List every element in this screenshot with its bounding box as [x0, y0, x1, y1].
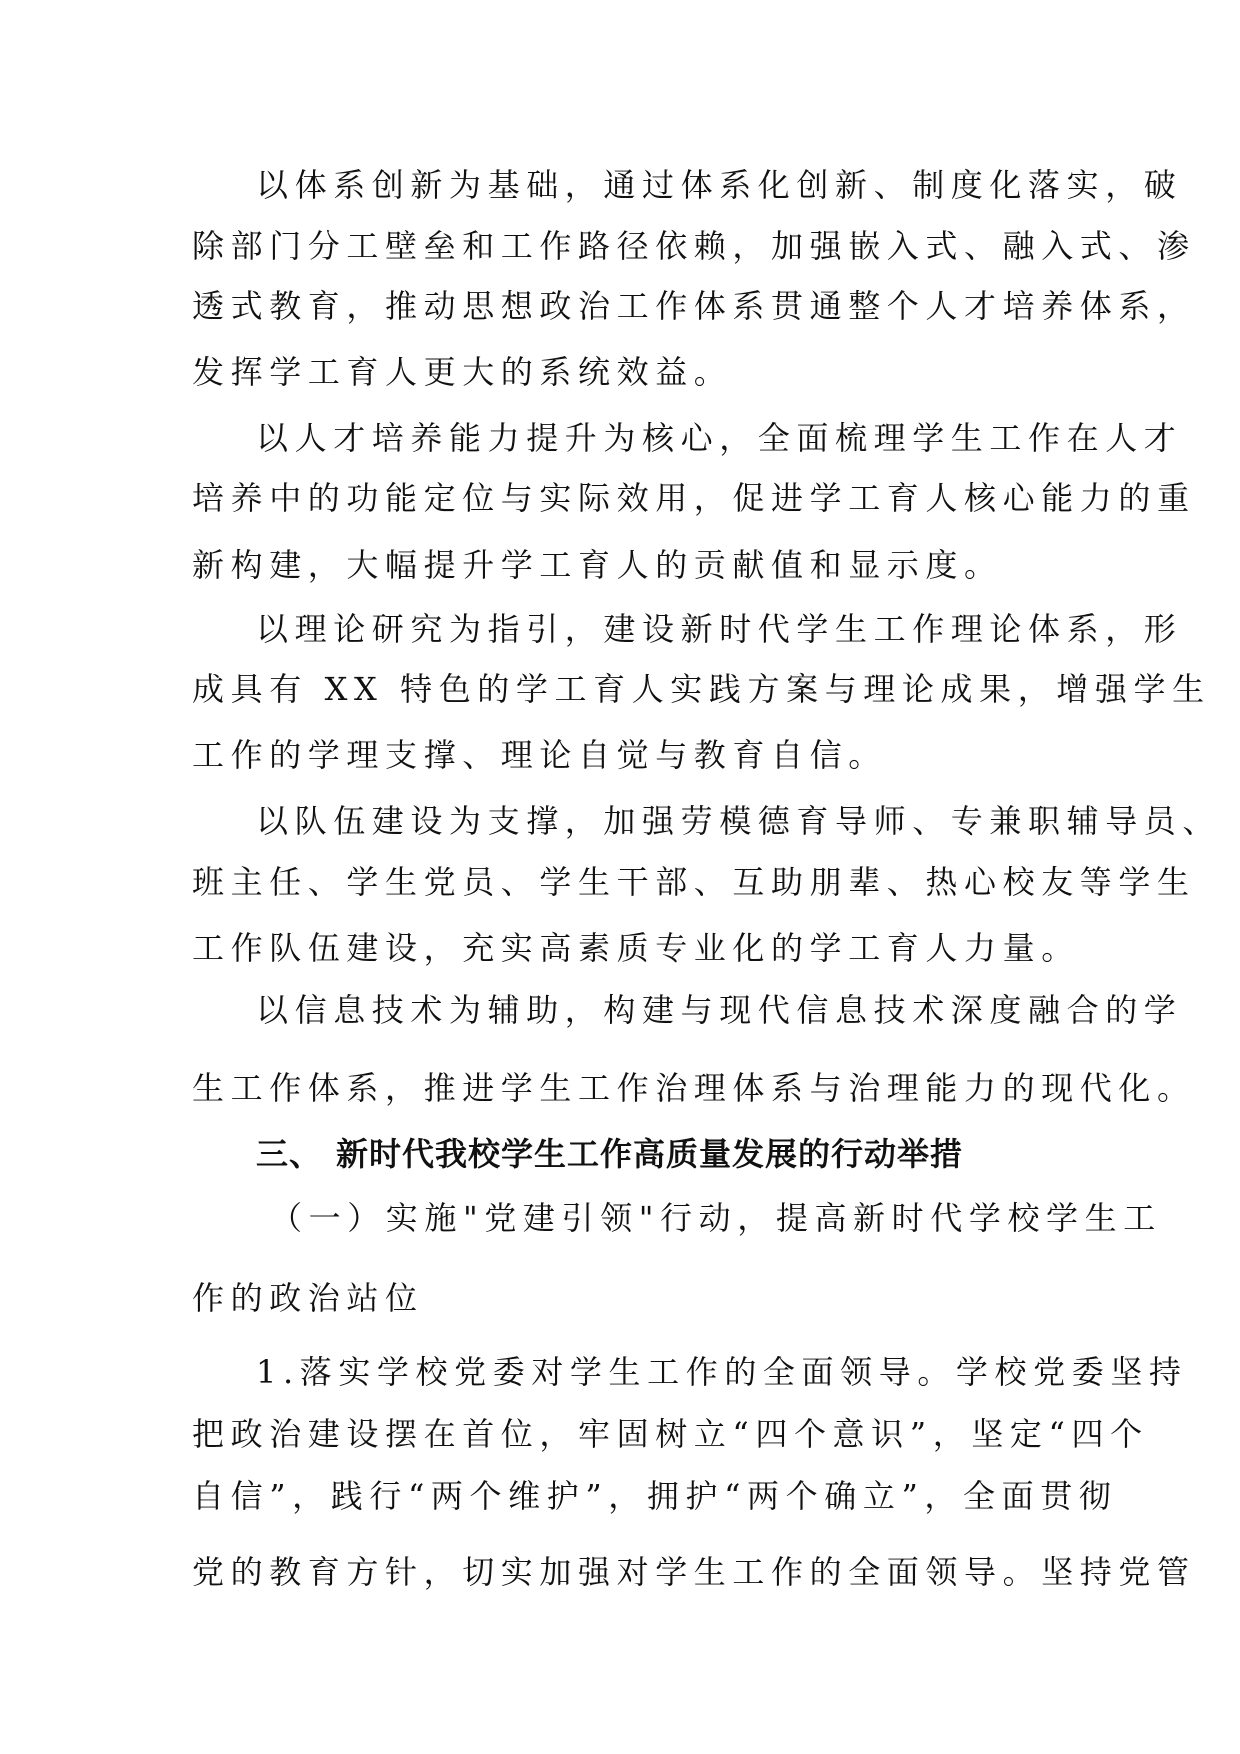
- paragraph-line: 把政治建设摆在首位，牢固树立“四个意识”，坚定“四个: [192, 1415, 1149, 1453]
- paragraph-line: 工作的学理支撑、理论自觉与教育自信。: [192, 736, 887, 774]
- section-heading: [256, 1134, 963, 1174]
- paragraph-line: 1.落实学校党委对学生工作的全面领导。学校党委坚持: [256, 1353, 1188, 1391]
- section-title: 新时代我校学生工作高质量发展的行动举措: [336, 1135, 964, 1173]
- paragraph-line: 以人才培养能力提升为核心，全面梳理学生工作在人才: [256, 419, 1183, 457]
- paragraph-line: 党的教育方针，切实加强对学生工作的全面领导。坚持党管: [192, 1553, 1196, 1591]
- paragraph-line: 培养中的功能定位与实际效用，促进学工育人核心能力的重: [192, 479, 1196, 517]
- paragraph-line: 以信息技术为辅助，构建与现代信息技术深度融合的学: [256, 991, 1183, 1029]
- subsection-heading-line: 作的政治站位: [192, 1279, 424, 1317]
- paragraph-line: 生工作体系，推进学生工作治理体系与治理能力的现代化。: [192, 1069, 1196, 1107]
- subsection-heading-line: （一）实施"党建引领"行动，提高新时代学校学生工: [270, 1199, 1162, 1237]
- paragraph-line: 以队伍建设为支撑，加强劳模德育导师、专兼职辅导员、: [256, 802, 1222, 840]
- section-number: 三、: [256, 1135, 323, 1173]
- paragraph-line: 自信”，践行“两个维护”，拥护“两个确立”，全面贯彻: [192, 1477, 1118, 1515]
- paragraph-line: 除部门分工壁垒和工作路径依赖，加强嵌入式、融入式、渗: [192, 227, 1196, 265]
- paragraph-line: 班主任、学生党员、学生干部、互助朋辈、热心校友等学生: [192, 863, 1196, 901]
- paragraph-line: 新构建，大幅提升学工育人的贡献值和显示度。: [192, 546, 1003, 584]
- paragraph-line: 以体系创新为基础，通过体系化创新、制度化落实，破: [256, 166, 1183, 204]
- paragraph-line: 工作队伍建设，充实高素质专业化的学工育人力量。: [192, 929, 1080, 967]
- paragraph-line: 发挥学工育人更大的系统效益。: [192, 353, 733, 391]
- paragraph-line: 成具有 XX 特色的学工育人实践方案与理论成果，增强学生: [192, 670, 1211, 708]
- paragraph-line: 透式教育，推动思想政治工作体系贯通整个人才培养体系，: [192, 287, 1196, 325]
- paragraph-line: 以理论研究为指引，建设新时代学生工作理论体系，形: [256, 610, 1183, 648]
